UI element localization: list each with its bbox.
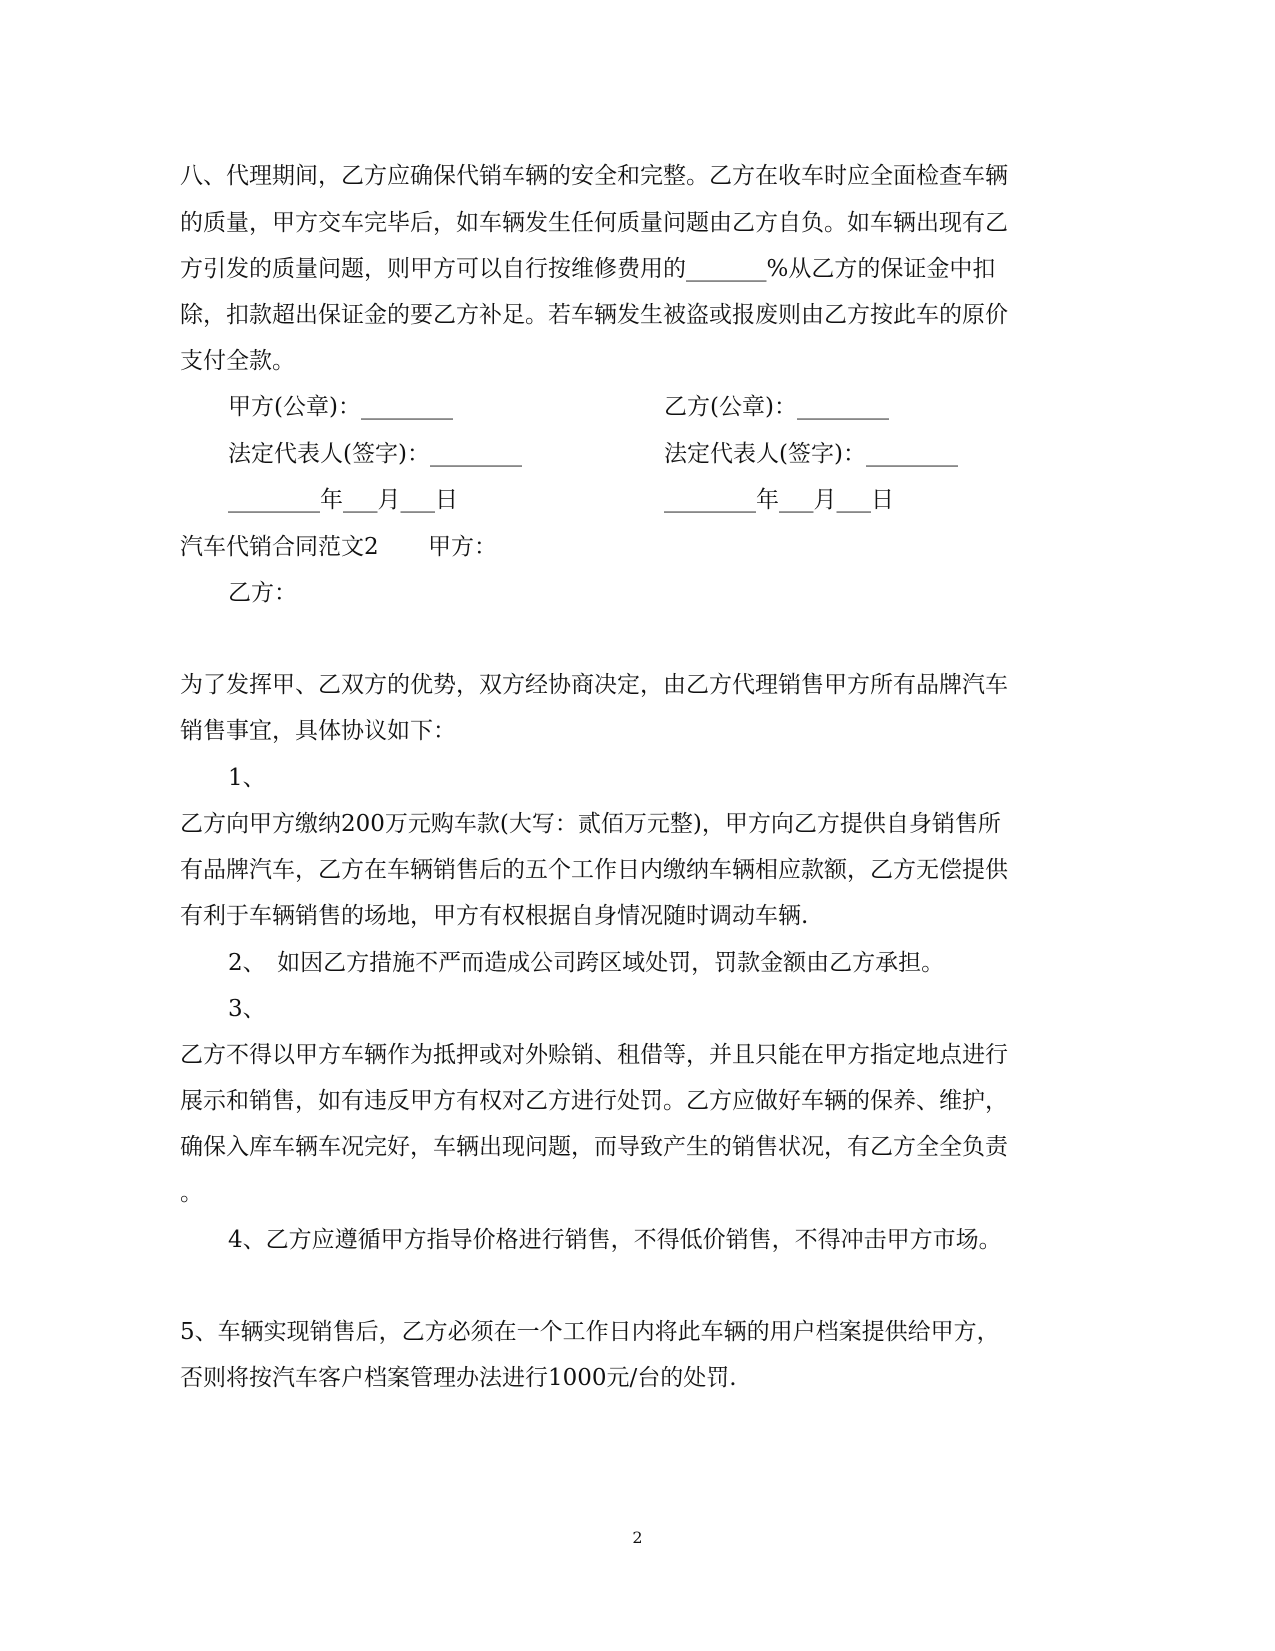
item1-line-3: 有利于车辆销售的场地，甲方有权根据自身情况随时调动车辆. [180,903,809,929]
item3-number: 3、 [228,996,266,1022]
item1-number: 1、 [228,765,266,791]
party-b-representative-field: 法定代表人(签字)：________ [664,441,958,467]
item5-line-2: 否则将按汽车客户档案管理办法进行1000元/台的处罚. [180,1365,737,1391]
intro-line-1: 为了发挥甲、乙双方的优势，双方经协商决定，由乙方代理销售甲方所有品牌汽车 [180,672,1008,698]
item2-text: 2、 如因乙方措施不严而造成公司跨区域处罚，罚款金额由乙方承担。 [228,950,945,976]
item3-line-3: 确保入库车辆车况完好，车辆出现问题，而导致产生的销售状况，有乙方全全负责 [180,1134,1008,1160]
item5-line-1: 5、车辆实现销售后，乙方必须在一个工作日内将此车辆的用户档案提供给甲方， [180,1319,1000,1345]
intro-line-2: 销售事宜，具体协议如下： [180,718,456,744]
clause8-line-5: 支付全款。 [180,348,295,374]
clause8-line-2: 的质量，甲方交车完毕后，如车辆发生任何质量问题由乙方自负。如车辆出现有乙 [180,210,1008,236]
page-number: 2 [632,1528,643,1547]
contract2-party-a: 甲方： [428,534,497,560]
clause8-line-1: 八、代理期间，乙方应确保代销车辆的安全和完整。乙方在收车时应全面检查车辆 [180,163,1008,189]
item1-line-2: 有品牌汽车，乙方在车辆销售后的五个工作日内缴纳车辆相应款额，乙方无偿提供 [180,857,1008,883]
item3-line-4: 。 [180,1180,203,1206]
party-b-seal-field: 乙方(公章)：________ [664,394,889,420]
party-b-date-field: ________年___月___日 [664,487,894,513]
contract2-title: 汽车代销合同范文2 [180,534,379,560]
contract2-party-b: 乙方： [228,580,297,606]
clause8-line-4: 除，扣款超出保证金的要乙方补足。若车辆发生被盗或报废则由乙方按此车的原价 [180,302,1008,328]
item3-line-1: 乙方不得以甲方车辆作为抵押或对外赊销、租借等，并且只能在甲方指定地点进行 [180,1042,1008,1068]
clause8-line-3: 方引发的质量问题，则甲方可以自行按维修费用的_______%从乙方的保证金中扣 [180,256,996,282]
party-a-date-field: ________年___月___日 [228,487,458,513]
item3-line-2: 展示和销售，如有违反甲方有权对乙方进行处罚。乙方应做好车辆的保养、维护， [180,1088,1008,1114]
party-a-seal-field: 甲方(公章)：________ [228,394,453,420]
item1-line-1: 乙方向甲方缴纳200万元购车款(大写：贰佰万元整)，甲方向乙方提供自身销售所 [180,811,1001,837]
item4-text: 4、乙方应遵循甲方指导价格进行销售，不得低价销售，不得冲击甲方市场。 [228,1227,1002,1253]
party-a-representative-field: 法定代表人(签字)：________ [228,441,522,467]
